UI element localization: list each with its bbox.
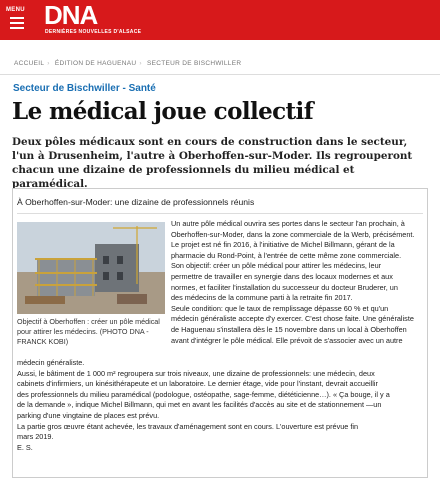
article-body [17,358,423,453]
article-subheading: À Oberhoffen-sur-Moder: une dizaine de professionnels réunis [17,197,255,207]
breadcrumb-sector[interactable]: SECTEUR DE BISCHWILLER [146,60,242,67]
menu-label: MENU [6,7,25,13]
photo-caption: Objectif à Oberhoffen : créer un pôle médical pour attirer les médecins. (PHOTO DNA - FRANCK KOBI) [17,317,160,346]
body-line: avant d'intégrer le pôle médical. Elle prévoit de s'associer avec un autre [171,335,403,345]
body-line: médecin généraliste. [17,358,85,367]
breadcrumb-edition[interactable]: ÉDITION DE HAGUENAU [54,60,137,67]
body-line: Le projet est né fin 2016, à l'initiative de Michel Billmann, gérant de la [171,240,395,250]
divider [17,213,423,214]
body-line: Aussi, le bâtiment de 1 000 m² regroupera sur trois niveaux, une dizaine de professionnels: une médecin, deux [17,368,375,378]
divider [0,74,440,75]
body-line: pharmacie du Rond-Point, à l'entrée de cette même zone commerciale. [171,250,402,260]
body-line: La partie gros œuvre étant achevée, les travaux d'aménagement sont en cours. L'ouverture est prévue fin [17,421,359,431]
breadcrumb-home[interactable]: ACCUEIL [14,60,45,67]
article-body-column [171,219,423,346]
body-line: Oberhoffen-sur-Moder, dans la zone commerciale de la Werb, précisément. [171,229,415,239]
article-photo[interactable] [17,222,165,314]
body-line: cabinets d'infirmiers, un kinésithérapeute et un laboratoire. Le dernier étage, vide pour l'instant, devrait accueillir [17,379,378,389]
article-box [12,188,428,478]
body-line: de Haguenau s'installera dès le 15 novembre dans un local à Oberhoffen [171,324,407,334]
breadcrumb: ACCUEIL › ÉDITION DE HAGUENAU › SECTEUR DE BISCHWILLER [14,60,242,67]
hamburger-icon [10,17,24,19]
top-bar [0,0,440,40]
body-line: de la demande », indique Michel Billmann, qui met en avant les facilités d'accès au site et de stationnement —un [17,400,382,410]
body-line: Seule condition: que le taux de remplissage dépasse 60 % et qu'un [171,303,389,313]
site-logo-subtitle: DERNIÈRES NOUVELLES D'ALSACE [45,29,142,35]
body-line: E. S. [17,442,33,452]
body-line: des professionnels du milieu paramédical (podologue, ostéopathe, sage-femme, diététicienne…). « Ça bouge, il y a [17,389,390,399]
body-line: Son objectif: créer un pôle médical pour attirer les médecins, leur [171,261,382,271]
body-line: permettre de travailler en synergie dans des locaux modernes et aux [171,271,393,281]
body-line: Un autre pôle médical ouvrira ses portes dans le secteur l'an prochain, à [171,219,405,228]
menu-button[interactable] [6,7,32,33]
body-line: des médecins de la commune parti à la retraite fin 2017. [171,293,353,303]
body-line: normes, et faciliter l'installation du successeur du docteur Bruderer, un [171,282,398,292]
site-logo[interactable]: DNA [44,0,98,30]
body-line: parking d'une vingtaine de places est prévu. [17,410,160,420]
article-lead: Deux pôles médicaux sont en cours de construction dans le secteur, l'un à Drusenheim, l'autre à Oberhoffen-sur-Moder. Ils regrouperont chacun une dizaine de professionnels du milieu médical et paramédical. [12,136,413,190]
page-title: Le médical joue collectif [12,98,313,125]
body-line: mars 2019. [17,432,54,442]
body-line: médecin généraliste accepte d'y exercer. C'est chose faite. Une généraliste [171,314,414,324]
article-kicker[interactable]: Secteur de Bischwiller - Santé [13,83,156,94]
